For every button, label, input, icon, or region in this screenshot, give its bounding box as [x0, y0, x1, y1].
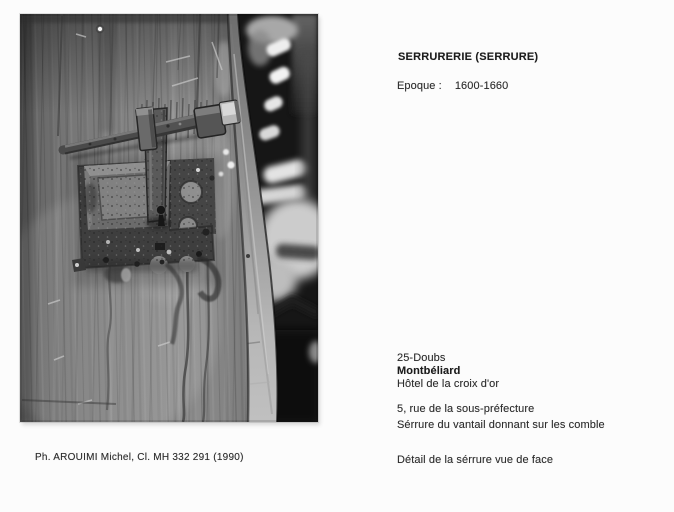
city-line: Montbéliard	[397, 365, 461, 377]
photo-frame	[20, 14, 318, 422]
epoch-value: 1600-1660	[454, 80, 509, 92]
bolt-staple	[136, 107, 157, 151]
epoch-row	[397, 80, 508, 92]
subject-line: Sérrure du vantail donnant sur les comble	[397, 419, 605, 431]
epoch-label: Epoque :	[397, 80, 442, 92]
detail-line: Détail de la sérrure vue de face	[397, 454, 554, 466]
department-line: 25-Doubs	[397, 352, 446, 364]
lock-photograph	[20, 14, 318, 422]
building-line: Hôtel de la croix d'or	[397, 378, 500, 390]
category-title: SERRURERIE (SERRURE)	[398, 51, 539, 63]
address-line: 5, rue de la sous-préfecture	[397, 403, 535, 415]
photo-caption: Ph. AROUIMI Michel, Cl. MH 332 291 (1990)	[35, 452, 244, 463]
